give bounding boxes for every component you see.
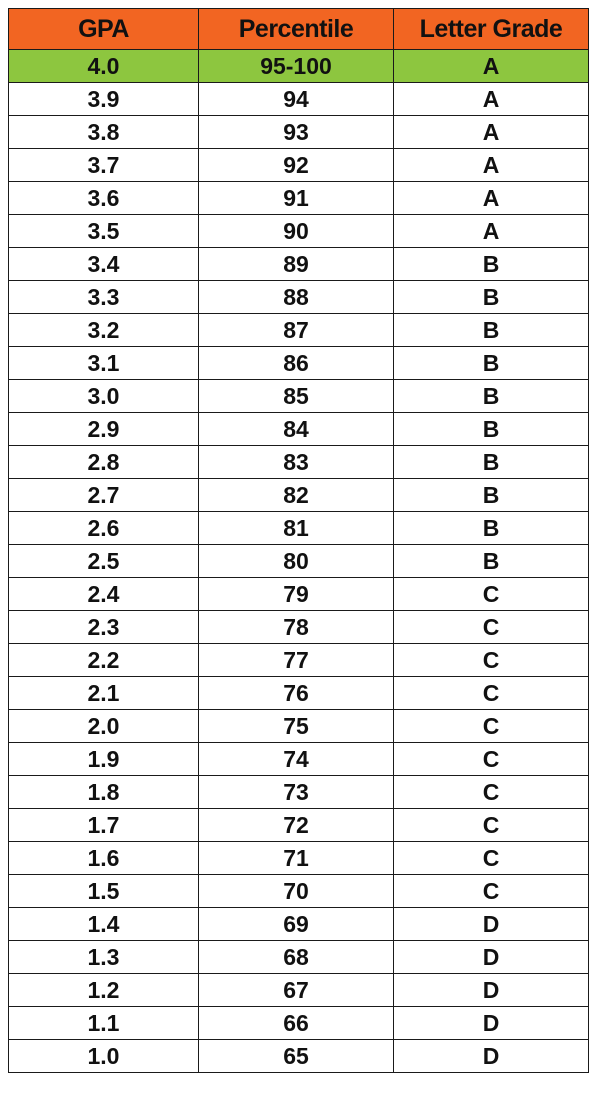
gpa-cell: 3.6: [9, 182, 199, 215]
percentile-cell: 92: [199, 149, 394, 182]
header-percentile: Percentile: [199, 9, 394, 50]
gpa-cell: 3.2: [9, 314, 199, 347]
percentile-cell: 69: [199, 908, 394, 941]
letter-grade-cell: A: [394, 182, 589, 215]
percentile-cell: 83: [199, 446, 394, 479]
table-row: [9, 644, 589, 677]
letter-grade-cell: C: [394, 644, 589, 677]
letter-grade-cell: B: [394, 512, 589, 545]
letter-grade-cell: B: [394, 347, 589, 380]
gpa-cell: 1.3: [9, 941, 199, 974]
gpa-cell: 1.2: [9, 974, 199, 1007]
letter-grade-cell: C: [394, 875, 589, 908]
percentile-cell: 88: [199, 281, 394, 314]
percentile-cell: 68: [199, 941, 394, 974]
gpa-cell: 1.9: [9, 743, 199, 776]
table-row: [9, 149, 589, 182]
table-row: [9, 1007, 589, 1040]
letter-grade-cell: C: [394, 842, 589, 875]
letter-grade-cell: C: [394, 710, 589, 743]
gpa-cell: 1.8: [9, 776, 199, 809]
letter-grade-cell: D: [394, 1007, 589, 1040]
table-row: [9, 380, 589, 413]
table-row: [9, 875, 589, 908]
table-row: [9, 413, 589, 446]
table-row: [9, 314, 589, 347]
gpa-cell: 3.7: [9, 149, 199, 182]
table-row: [9, 512, 589, 545]
percentile-cell: 95-100: [199, 50, 394, 83]
table-row: [9, 578, 589, 611]
percentile-cell: 82: [199, 479, 394, 512]
percentile-cell: 86: [199, 347, 394, 380]
percentile-cell: 77: [199, 644, 394, 677]
letter-grade-cell: B: [394, 248, 589, 281]
table-body: [9, 50, 589, 1073]
letter-grade-cell: B: [394, 413, 589, 446]
letter-grade-cell: C: [394, 677, 589, 710]
gpa-cell: 2.1: [9, 677, 199, 710]
table-row: [9, 611, 589, 644]
letter-grade-cell: A: [394, 83, 589, 116]
letter-grade-cell: D: [394, 1040, 589, 1073]
gpa-cell: 2.5: [9, 545, 199, 578]
gpa-cell: 2.9: [9, 413, 199, 446]
table-row: [9, 908, 589, 941]
letter-grade-cell: B: [394, 281, 589, 314]
gpa-cell: 3.0: [9, 380, 199, 413]
gpa-cell: 2.8: [9, 446, 199, 479]
table-row: [9, 446, 589, 479]
percentile-cell: 70: [199, 875, 394, 908]
percentile-cell: 76: [199, 677, 394, 710]
letter-grade-cell: B: [394, 545, 589, 578]
table-row: [9, 776, 589, 809]
percentile-cell: 74: [199, 743, 394, 776]
percentile-cell: 80: [199, 545, 394, 578]
gpa-cell: 4.0: [9, 50, 199, 83]
gpa-table: [8, 8, 589, 1073]
letter-grade-cell: C: [394, 578, 589, 611]
letter-grade-cell: D: [394, 941, 589, 974]
gpa-cell: 3.1: [9, 347, 199, 380]
percentile-cell: 91: [199, 182, 394, 215]
letter-grade-cell: D: [394, 908, 589, 941]
gpa-cell: 2.0: [9, 710, 199, 743]
percentile-cell: 65: [199, 1040, 394, 1073]
table-row: [9, 1040, 589, 1073]
letter-grade-cell: B: [394, 479, 589, 512]
header-row: [9, 9, 589, 50]
percentile-cell: 90: [199, 215, 394, 248]
percentile-cell: 73: [199, 776, 394, 809]
table-row: [9, 809, 589, 842]
gpa-cell: 2.4: [9, 578, 199, 611]
table-row: [9, 974, 589, 1007]
percentile-cell: 72: [199, 809, 394, 842]
percentile-cell: 89: [199, 248, 394, 281]
gpa-cell: 3.5: [9, 215, 199, 248]
gpa-cell: 1.6: [9, 842, 199, 875]
percentile-cell: 85: [199, 380, 394, 413]
table-row: [9, 479, 589, 512]
letter-grade-cell: B: [394, 446, 589, 479]
gpa-cell: 2.2: [9, 644, 199, 677]
gpa-cell: 3.9: [9, 83, 199, 116]
header-letter-grade: Letter Grade: [394, 9, 589, 50]
percentile-cell: 71: [199, 842, 394, 875]
gpa-cell: 3.4: [9, 248, 199, 281]
gpa-cell: 1.7: [9, 809, 199, 842]
letter-grade-cell: A: [394, 116, 589, 149]
table-row: [9, 116, 589, 149]
table-row: [9, 83, 589, 116]
letter-grade-cell: C: [394, 611, 589, 644]
percentile-cell: 79: [199, 578, 394, 611]
gpa-cell: 2.7: [9, 479, 199, 512]
letter-grade-cell: B: [394, 380, 589, 413]
letter-grade-cell: A: [394, 50, 589, 83]
letter-grade-cell: C: [394, 743, 589, 776]
gpa-cell: 2.6: [9, 512, 199, 545]
table-row: [9, 182, 589, 215]
gpa-cell: 1.4: [9, 908, 199, 941]
gpa-table-container: [8, 8, 588, 1073]
percentile-cell: 67: [199, 974, 394, 1007]
gpa-cell: 2.3: [9, 611, 199, 644]
table-header: [9, 9, 589, 50]
letter-grade-cell: A: [394, 149, 589, 182]
table-row: [9, 710, 589, 743]
percentile-cell: 84: [199, 413, 394, 446]
table-row: [9, 842, 589, 875]
highlighted-row: [9, 50, 589, 83]
percentile-cell: 87: [199, 314, 394, 347]
percentile-cell: 78: [199, 611, 394, 644]
table-row: [9, 347, 589, 380]
gpa-cell: 1.0: [9, 1040, 199, 1073]
table-row: [9, 248, 589, 281]
table-row: [9, 545, 589, 578]
table-row: [9, 743, 589, 776]
letter-grade-cell: C: [394, 776, 589, 809]
table-row: [9, 281, 589, 314]
gpa-cell: 3.8: [9, 116, 199, 149]
percentile-cell: 81: [199, 512, 394, 545]
percentile-cell: 75: [199, 710, 394, 743]
percentile-cell: 93: [199, 116, 394, 149]
percentile-cell: 94: [199, 83, 394, 116]
gpa-cell: 3.3: [9, 281, 199, 314]
table-row: [9, 941, 589, 974]
header-gpa: GPA: [9, 9, 199, 50]
gpa-cell: 1.1: [9, 1007, 199, 1040]
percentile-cell: 66: [199, 1007, 394, 1040]
table-row: [9, 677, 589, 710]
letter-grade-cell: C: [394, 809, 589, 842]
letter-grade-cell: A: [394, 215, 589, 248]
letter-grade-cell: D: [394, 974, 589, 1007]
gpa-cell: 1.5: [9, 875, 199, 908]
table-row: [9, 215, 589, 248]
letter-grade-cell: B: [394, 314, 589, 347]
